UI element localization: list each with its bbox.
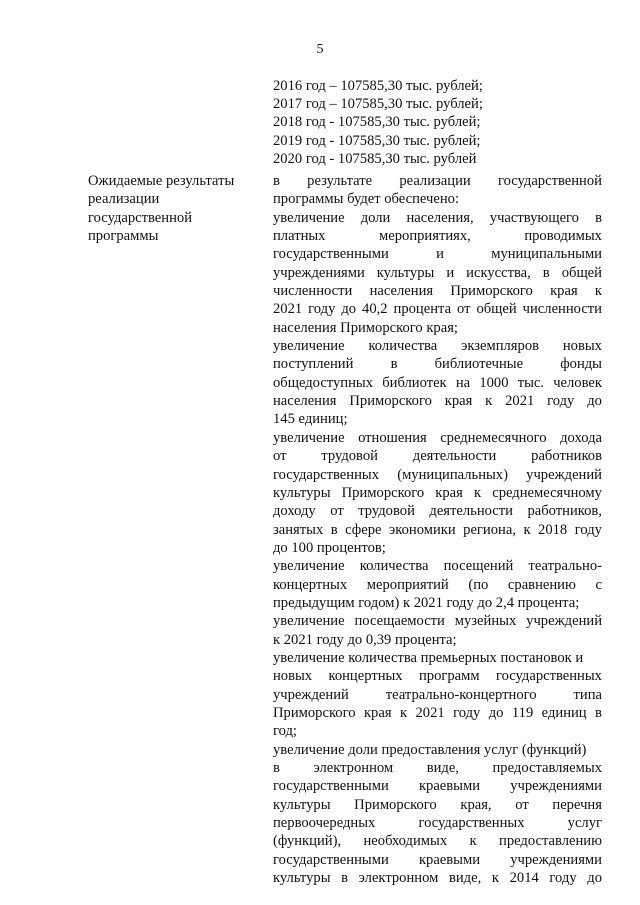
results-line: год; [273,723,297,740]
results-word: увеличение [273,209,345,226]
results-word: доходу [273,503,316,520]
results-line: к 2021 году до 0,39 процента; [273,631,457,648]
results-word: Приморского [341,484,425,501]
results-word: деятельности [412,448,497,465]
results-word: культуры [273,796,331,813]
label-line: программы [88,228,159,245]
results-word: учреждений [526,466,602,483]
results-word: до [587,393,602,410]
results-word: 2018 [538,521,568,538]
results-line [273,502,602,520]
results-line: населения Приморского края; [273,319,458,336]
results-word: типа [573,686,602,703]
results-word: доли [360,209,391,226]
results-word: государственными [273,778,389,795]
results-word: необходимых [363,833,448,850]
results-word: виде, [426,760,459,776]
results-word: Приморского [354,796,437,813]
results-word: (муниципальных) [397,466,508,483]
budget-line: 2016 год – 107585,30 тыс. рублей; [273,78,483,94]
results-line [273,667,602,685]
results-word: (функций), [273,833,342,850]
results-line [273,172,602,190]
results-line [273,576,602,594]
results-word: сравнению [507,576,576,593]
results-word: 119 [511,704,534,721]
results-word: фонды [560,356,602,373]
results-line [273,869,602,887]
results-word: культуры [376,264,435,281]
results-line [273,851,602,869]
expected-results-label [88,172,258,246]
results-word: предоставлению [499,833,602,850]
results-line [273,484,602,502]
results-word: края, [460,796,492,813]
results-word: общей [476,301,517,318]
results-word: экономики [388,521,456,538]
results-word: Приморского [273,704,356,721]
results-word: к [523,521,531,538]
budget-line: 2018 год - 107585,30 тыс. рублей; [273,114,481,131]
results-word: от [273,448,287,465]
results-word: в [330,521,338,538]
results-word: занятых [273,521,324,538]
results-word: программ [418,668,480,685]
results-word: библиотек [382,374,447,391]
results-word: экземпляров [461,338,540,355]
results-word: населения [273,393,337,410]
results-word: муниципальными [491,246,602,263]
results-word: трудовой [358,503,415,520]
results-word: дохода [560,429,602,446]
results-word: виде, [448,870,482,887]
results-word: края [550,283,578,300]
results-word: в [341,870,349,887]
results-word: с [595,576,602,593]
results-line: предыдущим годом) к 2021 году до 2,4 процента; [273,594,580,611]
results-line [273,777,602,795]
results-line [273,796,602,814]
results-word: театрально-концертного [385,686,537,703]
results-word: мероприятиях, [379,228,471,245]
results-line [273,282,602,300]
results-word: к [469,833,477,850]
results-word: учреждений [526,613,602,630]
results-word: в [273,760,280,776]
results-word: проводимых [524,228,602,245]
results-word: от [515,796,529,813]
results-word: новых [562,338,602,355]
results-word: работников, [527,503,602,520]
results-word: до [341,301,357,318]
results-word: в [390,356,398,373]
results-line [273,227,602,245]
results-word: краевыми [418,851,481,868]
results-word: реализации [399,173,471,189]
results-word: тыс. [517,374,545,391]
results-word: количества [368,338,438,355]
results-word: деятельности [429,503,513,520]
results-word: посещаемости [354,613,445,630]
results-word: к [485,393,493,410]
results-word: 2014 [509,870,539,887]
results-word: Приморского [450,283,533,300]
results-word: увеличение [273,558,345,575]
results-word: краевыми [418,778,481,795]
results-word: (по [468,576,489,593]
results-word: мероприятий [366,576,449,593]
results-word: искусства, [466,264,531,281]
results-word: увеличение [273,429,345,446]
results-word: музейных [454,613,517,630]
results-word: 2021 [273,301,303,318]
results-word: государственными [273,246,389,263]
results-word: среднемесячному [492,484,602,501]
results-word: театрально- [528,558,602,575]
label-line: Ожидаемые результаты [88,173,235,189]
results-word: отношения [358,429,427,446]
results-word: и [446,264,455,281]
results-word: работников [531,448,602,465]
results-line [273,264,602,282]
results-line: до 100 процентов; [273,539,386,556]
results-word: учреждениями [510,851,602,868]
results-word: человек [553,374,602,391]
results-word: 2021 [415,704,445,721]
results-word: концертных [328,668,403,685]
results-word: государственных [495,668,602,685]
results-word: общей [561,264,602,281]
results-word: до [488,704,504,721]
results-line: 145 единиц; [273,411,348,428]
results-word: культуры [273,484,331,501]
results-word: среднемесячного [440,429,547,446]
results-word: услуг [567,815,602,832]
results-word: на [455,374,471,391]
results-word: государственных [418,815,525,832]
results-word: края [363,704,392,721]
results-line [273,429,602,447]
results-word: учреждениями [510,778,602,795]
results-line [273,612,602,630]
results-word: единиц [541,704,587,721]
results-word: культуры [273,870,331,887]
results-word: в [273,173,280,189]
results-word: трудовой [321,448,378,465]
expected-results-text [273,172,602,887]
results-word: от [330,503,344,520]
results-word: к [474,484,482,501]
results-word: государственных [273,466,380,483]
results-word: количества [359,558,429,575]
results-word: электронном [313,760,394,776]
results-word: поступлений [273,356,354,373]
results-word: к [594,283,602,300]
budget-line: 2020 год - 107585,30 тыс. рублей [273,150,477,167]
results-word: электронном [358,870,439,887]
label-line: государственной [88,209,193,226]
results-word: государственной [497,173,602,189]
results-word: увеличение [273,613,345,630]
results-word: предоставляемых [492,760,602,776]
results-line [273,447,602,465]
results-line: увеличение количества премьерных постановок и [273,649,584,666]
results-word: от [457,301,471,318]
results-line [273,814,602,832]
results-word: и [436,246,444,263]
results-word: в [595,704,602,721]
results-word: перечня [552,796,602,813]
results-word: к [491,870,499,887]
results-word: результате [307,173,373,189]
results-word: учреждениями [273,264,365,281]
budget-line: 2019 год - 107585,30 тыс. рублей; [273,132,481,149]
results-word: первоочередных [273,815,376,832]
page-number: 5 [316,42,324,57]
results-word: государственными [273,851,389,868]
results-word: сфере [345,521,382,538]
results-line [273,832,602,850]
results-line [273,466,602,484]
results-word: году [453,704,481,721]
results-line [273,209,602,227]
results-word: 1000 [479,374,509,391]
results-word: населения, [406,209,474,226]
results-word: края [435,484,463,501]
results-word: к [399,704,408,721]
results-word: Приморского [349,393,432,410]
results-line [273,300,602,318]
results-word: учреждений [273,686,349,703]
results-word: участвующего [489,209,579,226]
results-line: увеличение доли предоставления услуг (функций) [273,741,587,758]
label-line: реализации [88,191,160,208]
results-line [273,337,602,355]
results-word: увеличение [273,338,345,355]
results-line [273,355,602,373]
results-line [273,557,602,575]
results-word: населения [369,283,434,300]
budget-line: 2017 год – 107585,30 тыс. рублей; [273,96,483,113]
results-word: библиотечные [434,356,524,373]
results-line [273,704,602,722]
results-word: 2021 [505,393,535,410]
results-word: году [308,301,336,318]
results-line [273,759,602,777]
results-word: году [549,870,577,887]
results-word: в [542,264,550,281]
results-line [273,245,602,263]
results-word: году [574,521,602,538]
results-word: края [444,393,473,410]
results-word: региона, [463,521,516,538]
results-word: общедоступных [273,374,374,391]
results-word: новых [273,668,313,685]
results-word: численности [273,283,353,300]
results-word: до [587,870,602,887]
results-line [273,374,602,392]
results-line [273,686,602,704]
results-word: численности [522,301,602,318]
results-line [273,521,602,539]
results-word: посещений [443,558,514,575]
results-word: процента [393,301,452,318]
results-word: платных [273,228,326,245]
budget-by-year-list [273,77,603,168]
results-line: программы будет обеспечено: [273,191,460,208]
results-word: в [595,209,602,226]
results-word: концертных [273,576,348,593]
results-word: 40,2 [362,301,388,318]
results-line [273,392,602,410]
results-word: году [547,393,575,410]
